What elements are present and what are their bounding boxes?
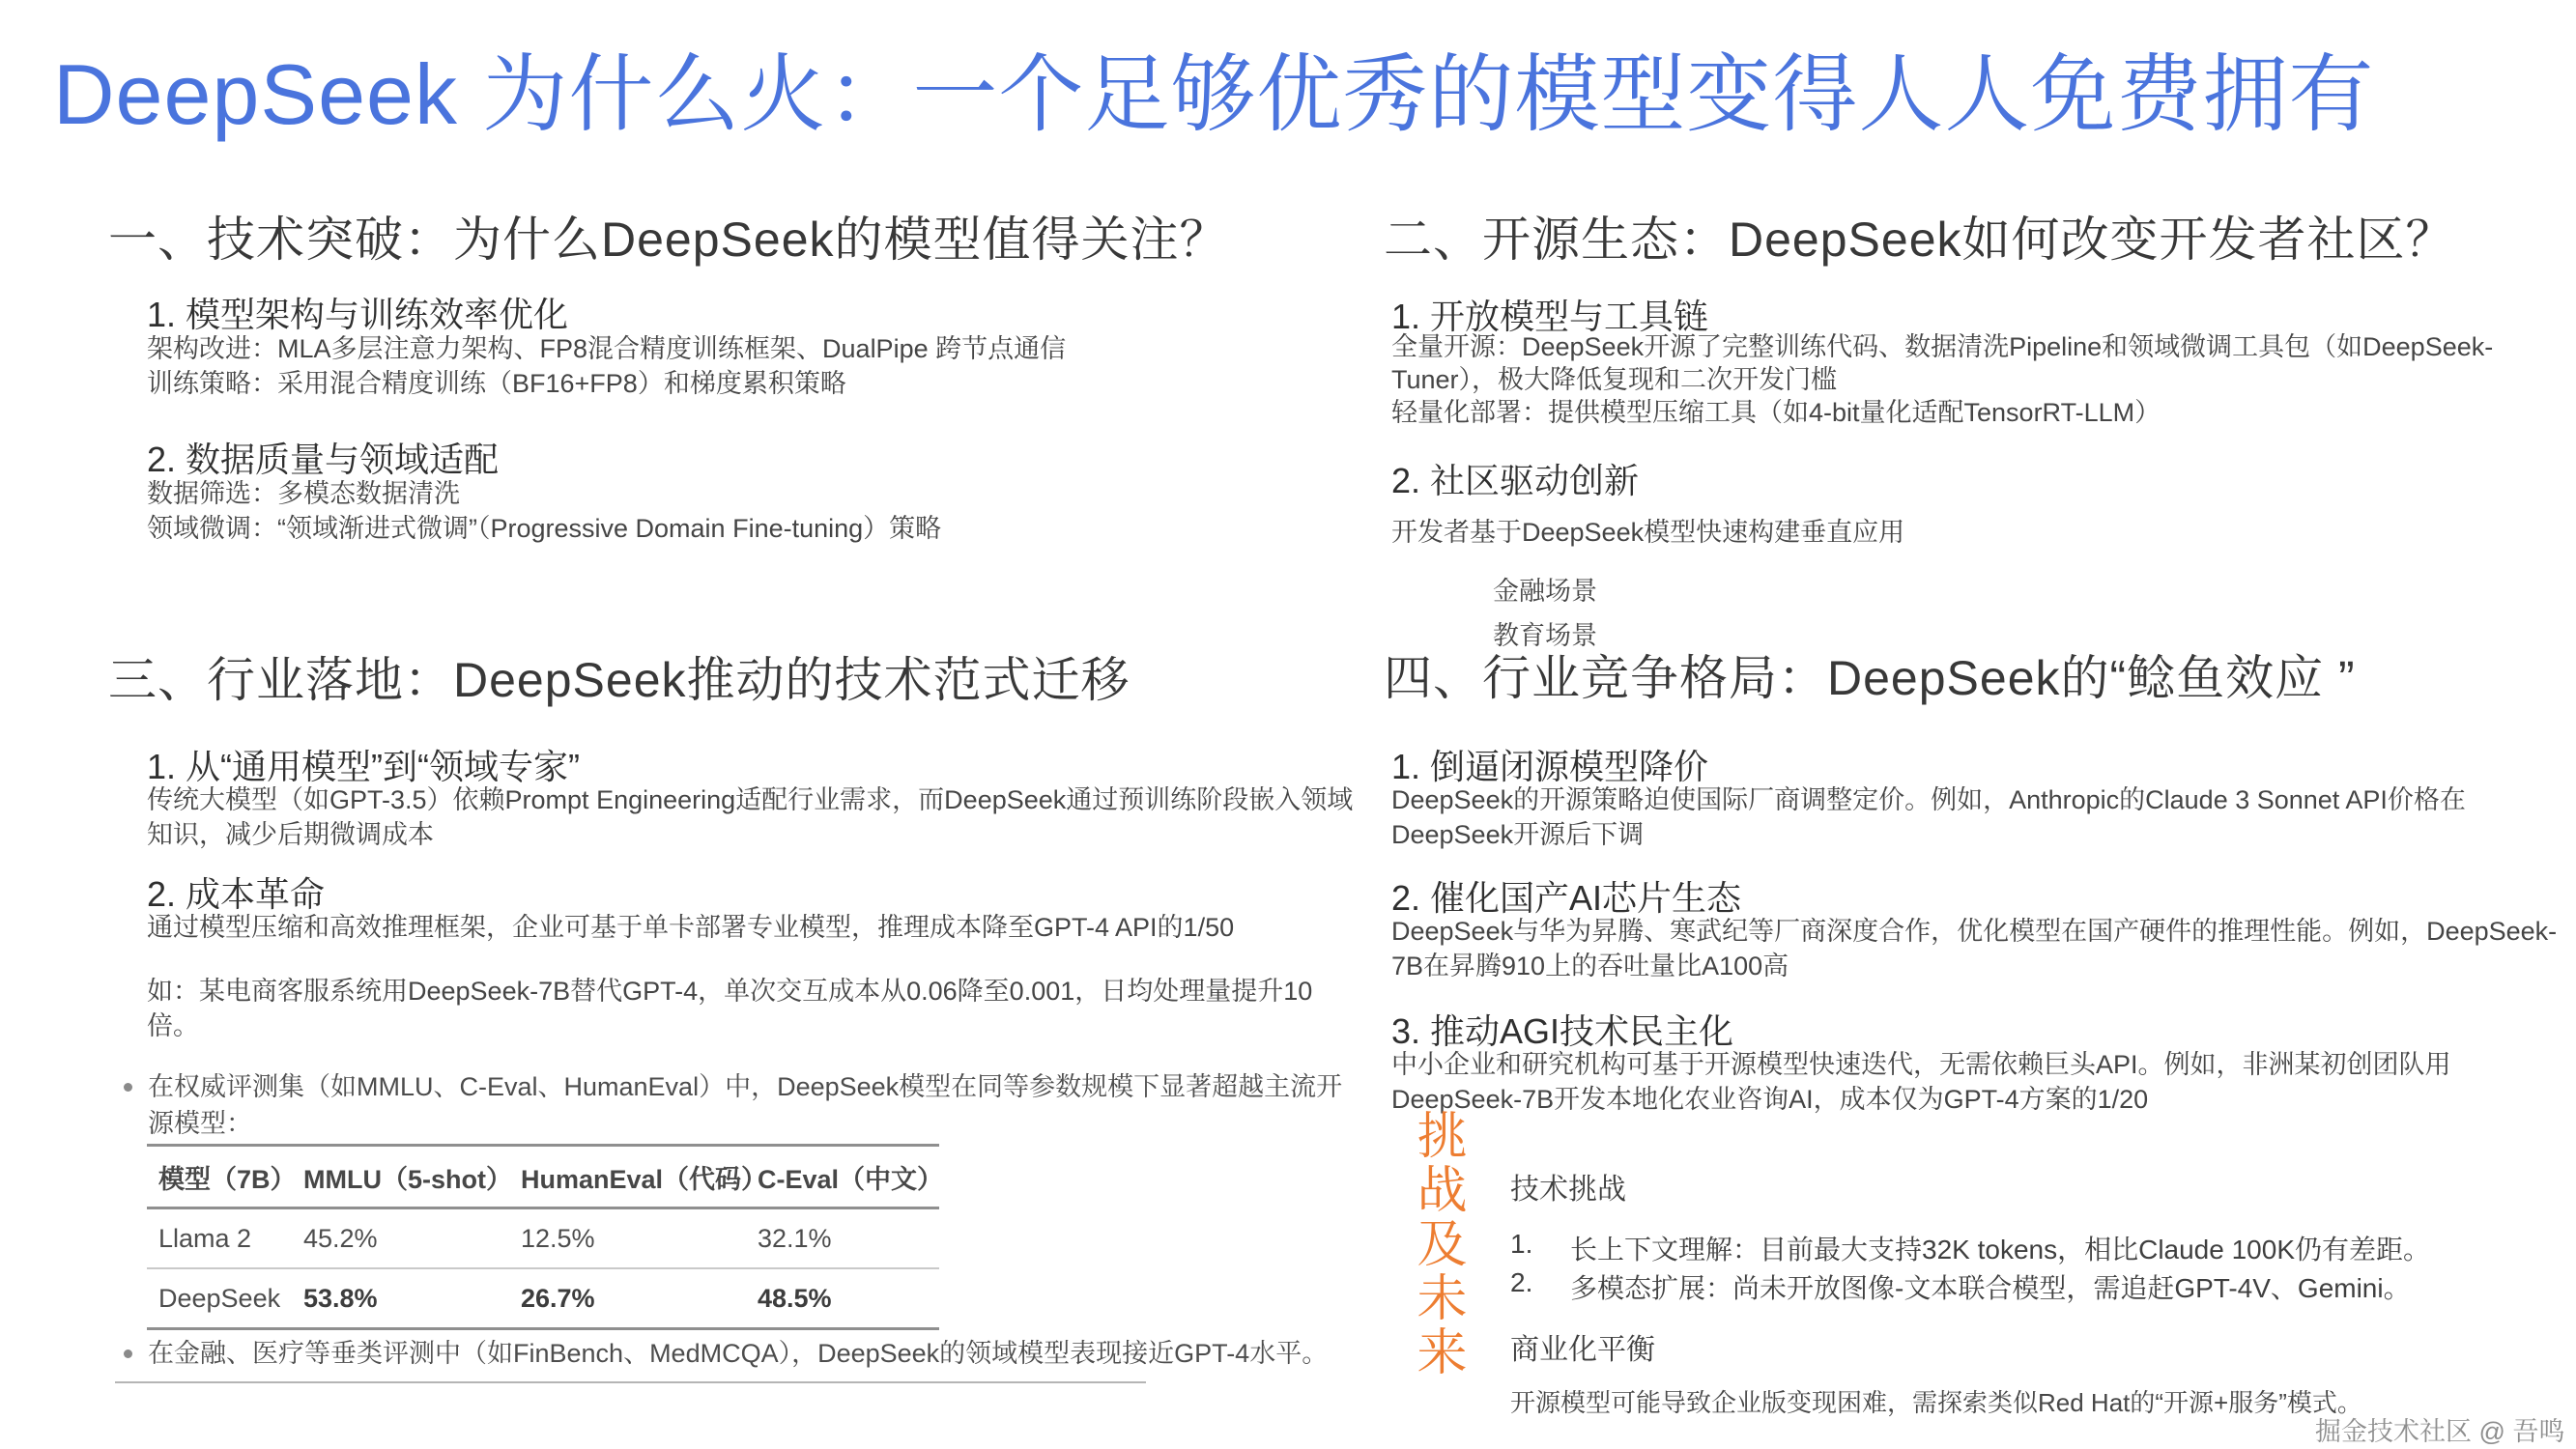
- section4-heading: 四、行业竞争格局：DeepSeek的“鲶鱼效应 ”: [1384, 651, 2356, 705]
- table-cell-mmlu: 45.2%: [303, 1223, 378, 1253]
- section2-item1-line1: 全量开源：DeepSeek开源了完整训练代码、数据清洗Pipeline和领域微调工具包（如DeepSeek-Tuner），极大降低复现和二次开发门槛: [1391, 332, 2494, 395]
- section2-item1-title: 1. 开放模型与工具链: [1391, 297, 1709, 336]
- section2-scenario-education: 教育场景: [1493, 621, 1597, 650]
- table-row-deepseek: [147, 1268, 939, 1329]
- list-number: 1.: [1510, 1229, 1533, 1259]
- table-cell-ceval: 48.5%: [758, 1283, 832, 1313]
- table-row-llama2: [147, 1208, 939, 1269]
- challenges-biz-title: 商业化平衡: [1510, 1334, 1655, 1366]
- section4-item3-body: 中小企业和研究机构可基于开源模型快速迭代，无需依赖巨头API。例如，非洲某初创团队用DeepSeek-7B开发本地化农业咨询AI，成本仅为GPT-4方案的1/20: [1391, 1050, 2451, 1115]
- table-cell-ceval: 32.1%: [758, 1223, 832, 1253]
- challenges-vertical-label: 挑战及未来: [1409, 1109, 1465, 1379]
- table-header-humaneval: HumanEval（代码）: [521, 1164, 768, 1194]
- section2-heading: 二、开源生态：DeepSeek如何改变开发者社区？: [1384, 213, 2455, 267]
- table-header-mmlu: MMLU（5-shot）: [303, 1164, 512, 1194]
- section1-item1-title: 1. 模型架构与训练效率优化: [147, 295, 569, 334]
- section3-example: 如：某电商客服系统用DeepSeek-7B替代GPT-4，单次交互成本从0.06降至0.001，日均处理量提升10倍。: [147, 977, 1313, 1041]
- table-header-row: [147, 1146, 939, 1208]
- benchmark-bullet-2-text: 在金融、医疗等垂类评测中（如FinBench、MedMCQA），DeepSeek的领域模型表现接近GPT-4水平。: [148, 1339, 1329, 1368]
- section4-item3-title: 3. 推动AGI技术民主化: [1391, 1011, 1734, 1051]
- section4-item2-title: 2. 催化国产AI芯片生态: [1391, 878, 1742, 918]
- section4-item1-body: DeepSeek的开源策略迫使国际厂商调整定价。例如，Anthropic的Claude 3 Sonnet API价格在DeepSeek开源后下调: [1391, 785, 2466, 850]
- table-header-model: 模型（7B）: [158, 1164, 297, 1194]
- table-header-ceval: C-Eval（中文）: [758, 1164, 944, 1194]
- section2-item1-line2: 轻量化部署：提供模型压缩工具（如4-bit量化适配TensorRT-LLM）: [1391, 398, 2161, 427]
- challenges-biz-text: 开源模型可能导致企业版变现困难，需探索类似Red Hat的“开源+服务”模式。: [1510, 1388, 2362, 1417]
- bullet-dot-icon: [124, 1083, 132, 1092]
- section3-item2-title: 2. 成本革命: [147, 874, 326, 914]
- section1-item1-line2: 训练策略：采用混合精度训练（BF16+FP8）和梯度累积策略: [147, 369, 846, 398]
- challenges-tech-item-2: [1510, 1267, 2411, 1306]
- section1-item2-line2: 领域微调：“领域渐进式微调”（Progressive Domain Fine-tuning）策略: [147, 514, 942, 543]
- challenges-tech-item-1: [1510, 1229, 2430, 1267]
- section1-item2-title: 2. 数据质量与领域适配: [147, 440, 500, 479]
- benchmark-table: [147, 1144, 944, 1330]
- bullet-dot-icon: [124, 1350, 132, 1358]
- benchmark-bullet-1-text: 在权威评测集（如MMLU、C-Eval、HumanEval）中，DeepSeek模型在同等参数规模下显著超越主流开源模型：: [148, 1072, 1343, 1139]
- section2-item2-line1: 开发者基于DeepSeek模型快速构建垂直应用: [1391, 518, 1905, 547]
- bottom-divider: [115, 1381, 1146, 1383]
- slide-title: DeepSeek 为什么火：一个足够优秀的模型变得人人免费拥有: [53, 46, 2375, 142]
- section4-item1-title: 1. 倒逼闭源模型降价: [1391, 747, 1709, 786]
- section1-item2-line1: 数据筛选：多模态数据清洗: [147, 479, 460, 508]
- section3-item1-title: 1. 从“通用模型”到“领域专家”: [147, 747, 580, 786]
- table-cell-humaneval: 26.7%: [521, 1283, 595, 1313]
- challenges-tech-item-2-text: 多模态扩展：尚未开放图像-文本联合模型，需追赶GPT-4V、Gemini。: [1570, 1273, 2411, 1303]
- section3-item2-body: 通过模型压缩和高效推理框架，企业可基于单卡部署专业模型，推理成本降至GPT-4 API的1/50: [147, 913, 1235, 942]
- benchmark-bullet-1: [124, 1068, 1351, 1143]
- table-cell-model: DeepSeek: [158, 1283, 281, 1313]
- watermark: 掘金技术社区 @ 吾鸣: [2315, 1417, 2565, 1446]
- table-cell-humaneval: 12.5%: [521, 1223, 595, 1253]
- list-number: 2.: [1510, 1267, 1533, 1297]
- section2-scenario-finance: 金融场景: [1493, 577, 1597, 606]
- section1-item1-line1: 架构改进：MLA多层注意力架构、FP8混合精度训练框架、DualPipe 跨节点通信: [147, 334, 1067, 363]
- table-cell-mmlu: 53.8%: [303, 1283, 378, 1313]
- challenges-tech-title: 技术挑战: [1510, 1174, 1626, 1206]
- challenges-tech-item-1-text: 长上下文理解：目前最大支持32K tokens，相比Claude 100K仍有差距。: [1570, 1235, 2431, 1264]
- table-cell-model: Llama 2: [158, 1223, 252, 1253]
- section3-heading: 三、行业落地：DeepSeek推动的技术范式迁移: [108, 653, 1131, 707]
- section2-item2-title: 2. 社区驱动创新: [1391, 461, 1640, 500]
- section3-item1-body: 传统大模型（如GPT-3.5）依赖Prompt Engineering适配行业需求，而DeepSeek通过预训练阶段嵌入领域知识，减少后期微调成本: [147, 785, 1354, 850]
- benchmark-bullet-2: [124, 1335, 1409, 1372]
- section1-heading: 一、技术突破：为什么DeepSeek的模型值得关注？: [108, 213, 1229, 267]
- section4-item2-body: DeepSeek与华为昇腾、寒武纪等厂商深度合作，优化模型在国产硬件的推理性能。例如，DeepSeek-7B在昇腾910上的吞吐量比A100高: [1391, 917, 2558, 981]
